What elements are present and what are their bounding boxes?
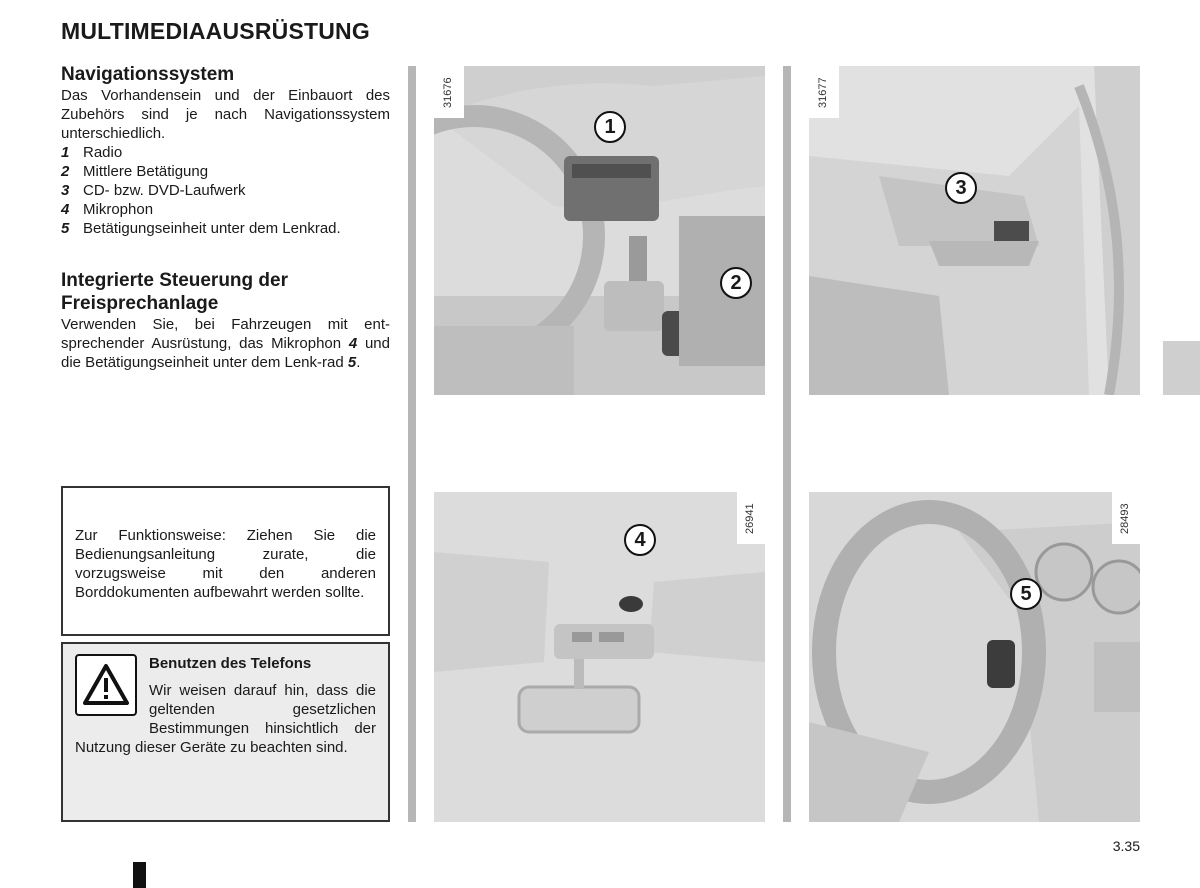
nav-section <box>61 63 390 238</box>
nav-heading: Navigationssystem <box>61 64 235 85</box>
list-item: 3 CD- bzw. DVD-Laufwerk <box>61 182 246 199</box>
note-text: Zur Funktionsweise: Ziehen Sie die Bedienungsanleitung zurate, die vorzugsweise mit den anderen Borddokumenten aufbewahrt werden sollte. <box>75 527 376 601</box>
figure-code: 31676 <box>442 77 454 108</box>
page-number: 3.35 <box>1112 838 1140 854</box>
callout-3: 3 <box>945 172 977 204</box>
page-title: MULTIMEDIAAUSRÜSTUNG <box>61 18 370 44</box>
callout-1: 1 <box>594 111 626 143</box>
nav-intro: Das Vorhandensein und der Einbauort des Zubehörs sind je nach Navigationssystem unterschiedlich. <box>61 87 390 142</box>
handsfree-text: Verwenden Sie, bei Fahrzeugen mit ent-sprechender Ausrüstung, das Mikrophon 4 und die Betätigungseinheit unter dem Lenk-rad 5. <box>61 316 390 371</box>
figure-code: 28493 <box>1119 503 1131 534</box>
warning-text: Wir weisen darauf hin, dass die geltenden gesetzlichen Bestimmungen hinsichtlich der Nutzung dieser Geräte zu beachten sind. <box>75 682 376 756</box>
warning-triangle-icon <box>75 654 137 716</box>
figure-code: 31677 <box>817 77 829 108</box>
column-divider <box>408 66 416 822</box>
list-item: 4 Mikrophon <box>61 201 154 218</box>
list-item: 1 Radio <box>61 144 123 161</box>
note-box <box>61 486 390 636</box>
figure-dashboard <box>434 66 765 395</box>
handsfree-heading-2: Freisprechanlage <box>61 293 219 314</box>
handsfree-section <box>61 269 390 372</box>
page-marker <box>133 862 146 888</box>
callout-4: 4 <box>624 524 656 556</box>
nav-list <box>61 143 390 238</box>
list-item: 5 Betätigungseinheit unter dem Lenkrad. <box>61 220 341 237</box>
list-item: 2 Mittlere Betätigung <box>61 163 209 180</box>
figure-roof-microphone <box>434 492 765 822</box>
warning-title: Benutzen des Telefons <box>149 655 312 672</box>
callout-5: 5 <box>1010 578 1042 610</box>
figure-steering-wheel <box>809 492 1140 822</box>
figure-glovebox <box>809 66 1140 395</box>
figure-code: 26941 <box>744 503 756 534</box>
chapter-tab <box>1163 341 1200 395</box>
callout-2: 2 <box>720 267 752 299</box>
column-divider <box>783 66 791 822</box>
warning-box <box>61 642 390 822</box>
handsfree-heading-1: Integrierte Steuerung der <box>61 270 288 291</box>
